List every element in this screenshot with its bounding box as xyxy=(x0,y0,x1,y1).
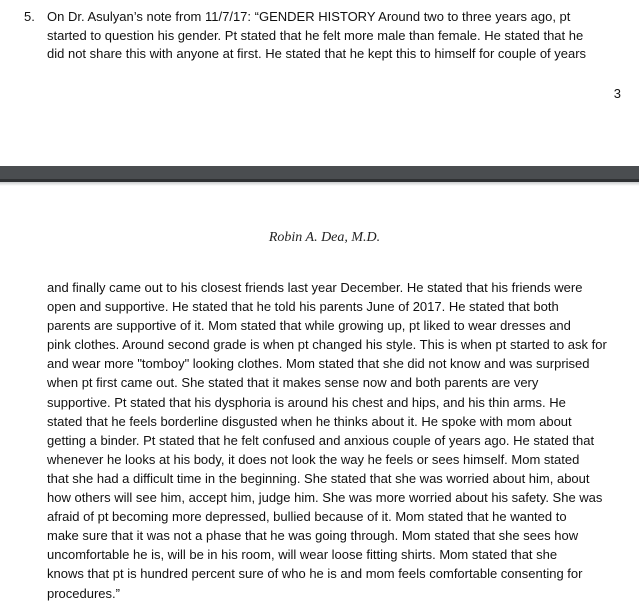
cut-off-text-line xyxy=(81,603,121,609)
document-body-text: and finally came out to his closest friends last year December. He stated that his friends were open and supportive. He stated that he told his parents June of 2017. He stated that both parents are supportive of it. Mom stated that while growing up, pt liked to wear dresses and pink clothes. Around second grade is when pt changed his style. This is when pt started to ask for and wear more "tomboy" looking clothes. Mom stated that she did not know and was surprised when pt first came out. She stated that it makes sense now and both parents are very supportive. Pt stated that his dysphoria is around his chest and hips, and his thin arms. He stated that he feels borderline disgusted when he thinks about it. He spoke with mom about getting a binder. Pt stated that he felt confused and anxious couple of years ago. He stated that whenever he looks at his body, it does not look the way he feels or sees himself. Mom stated that she had a difficult time in the beginning. She stated that she was worried about him, about how others will see him, accept him, judge him. She was more worried about his safety. She was afraid of pt becoming more depressed, bullied because of it. Mom stated that he wanted to make sure that it was not a phase that he was going through. Mom stated that she sees how uncomfortable he is, will be in his room, will wear loose fitting shirts. Mom stated that she knows that pt is hundred percent sure of who he is and mom feels comfortable consenting for procedures.” xyxy=(47,280,607,601)
page-number: 3 xyxy=(613,86,621,101)
document-page-top xyxy=(0,0,639,166)
list-item-text: On Dr. Asulyan’s note from 11/7/17: “GENDER HISTORY Around two to three years ago, pt started to question his gender. Pt stated that he felt more male than female. He stated that he did not share this with anyone at first. He stated that he kept this to himself for couple of years xyxy=(47,9,587,61)
page-separator xyxy=(0,166,639,182)
page-separator-shadow xyxy=(0,182,639,186)
list-item-number: 5. xyxy=(24,9,35,24)
page-header-author: Robin A. Dea, M.D. xyxy=(268,230,381,245)
